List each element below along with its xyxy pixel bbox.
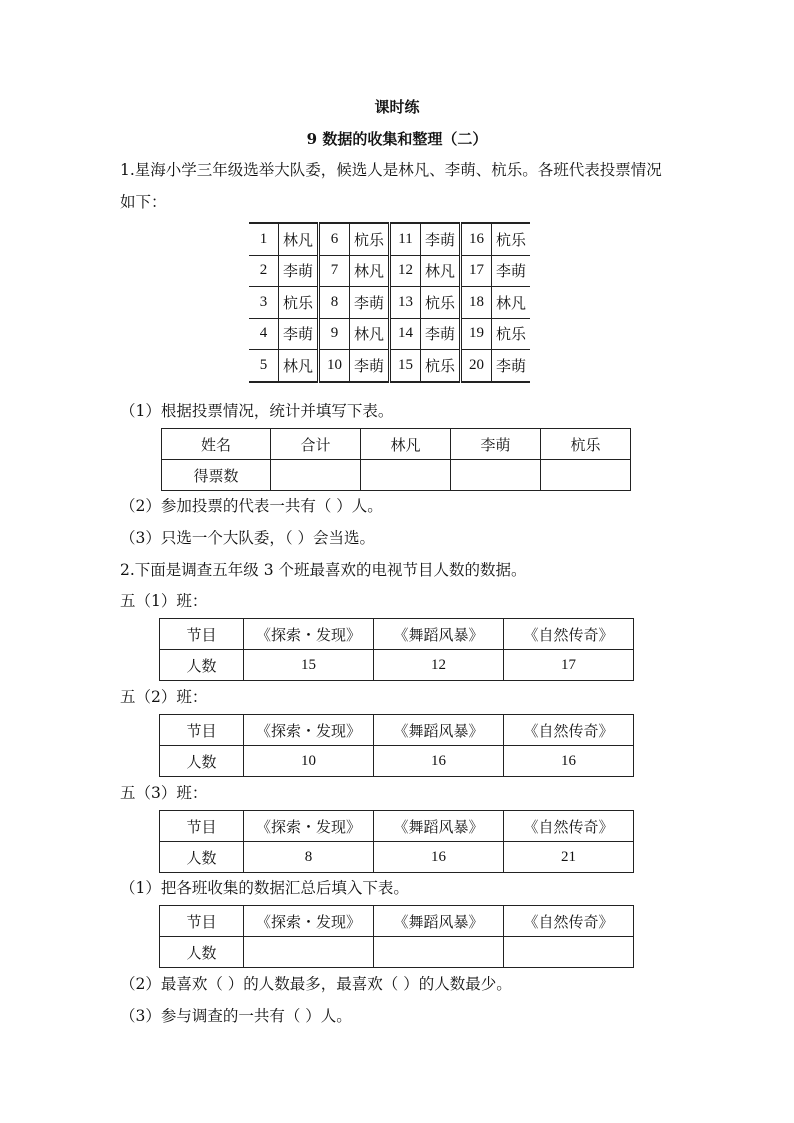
q1-intro-line1: 1.星海小学三年级选举大队委，候选人是林凡、李萌、杭乐。各班代表投票情况 bbox=[120, 161, 662, 179]
vote-candidate: 李萌 bbox=[421, 318, 461, 350]
vote-candidate: 李萌 bbox=[279, 255, 319, 287]
vote-row bbox=[249, 287, 530, 319]
program-header: 《舞蹈风暴》 bbox=[374, 715, 504, 746]
q2-sub2: （2）最喜欢（ ）的人数最多，最喜欢（ ）的人数最少。 bbox=[120, 975, 512, 993]
vote-rep-number: 17 bbox=[461, 255, 492, 287]
vote-candidate: 李萌 bbox=[492, 255, 531, 287]
program-header: 《舞蹈风暴》 bbox=[374, 811, 504, 842]
program-count: 12 bbox=[374, 650, 504, 681]
vote-rep-number: 19 bbox=[461, 318, 492, 350]
program-count: 15 bbox=[244, 650, 374, 681]
vote-rep-number: 13 bbox=[390, 287, 421, 319]
vote-candidate: 李萌 bbox=[350, 350, 390, 382]
vote-rep-number: 6 bbox=[319, 223, 350, 255]
vote-rep-number: 7 bbox=[319, 255, 350, 287]
tally-blank-cell[interactable] bbox=[451, 460, 541, 491]
summary-blank-cell[interactable] bbox=[244, 937, 374, 968]
program-header: 《探索・发现》 bbox=[244, 715, 374, 746]
vote-row bbox=[249, 223, 530, 255]
q1-sub2: （2）参加投票的代表一共有（ ）人。 bbox=[120, 497, 383, 515]
program-header: 《自然传奇》 bbox=[504, 811, 634, 842]
count-label: 人数 bbox=[160, 746, 244, 777]
vote-rep-number: 10 bbox=[319, 350, 350, 382]
tally-header: 合计 bbox=[271, 429, 361, 460]
vote-row bbox=[249, 255, 530, 287]
tally-header: 林凡 bbox=[361, 429, 451, 460]
vote-candidate: 杭乐 bbox=[279, 287, 319, 319]
vote-candidate: 杭乐 bbox=[421, 287, 461, 319]
lesson-subtitle: 9 数据的收集和整理（二） bbox=[306, 130, 488, 148]
vote-candidate: 杭乐 bbox=[421, 350, 461, 382]
program-count: 16 bbox=[504, 746, 634, 777]
vote-candidate: 李萌 bbox=[279, 318, 319, 350]
worksheet-title: 课时练 bbox=[374, 98, 420, 116]
program-count: 16 bbox=[374, 842, 504, 873]
vote-row bbox=[249, 350, 530, 382]
vote-candidate: 林凡 bbox=[279, 350, 319, 382]
tally-blank-cell[interactable] bbox=[271, 460, 361, 491]
program-header: 《自然传奇》 bbox=[504, 715, 634, 746]
count-label: 人数 bbox=[160, 842, 244, 873]
vote-rep-number: 8 bbox=[319, 287, 350, 319]
tally-blank-cell[interactable] bbox=[541, 460, 631, 491]
q2-sub3: （3）参与调查的一共有（ ）人。 bbox=[120, 1007, 352, 1025]
vote-rep-number: 3 bbox=[249, 287, 279, 319]
vote-candidate: 李萌 bbox=[350, 287, 390, 319]
tally-header: 杭乐 bbox=[541, 429, 631, 460]
vote-rep-number: 12 bbox=[390, 255, 421, 287]
class-label: 五（1）班： bbox=[120, 592, 208, 610]
summary-blank-cell[interactable] bbox=[374, 937, 504, 968]
program-header: 《自然传奇》 bbox=[504, 906, 634, 937]
program-count: 16 bbox=[374, 746, 504, 777]
class-table bbox=[159, 810, 634, 873]
vote-rep-number: 4 bbox=[249, 318, 279, 350]
program-header: 《舞蹈风暴》 bbox=[374, 619, 504, 650]
class-label: 五（3）班： bbox=[120, 784, 208, 802]
program-header: 《探索・发现》 bbox=[244, 906, 374, 937]
vote-rep-number: 15 bbox=[390, 350, 421, 382]
class-label: 五（2）班： bbox=[120, 688, 208, 706]
q1-sub3: （3）只选一个大队委，（ ）会当选。 bbox=[120, 529, 376, 547]
q1-intro-line2: 如下： bbox=[120, 193, 167, 211]
programs-label: 节目 bbox=[160, 619, 244, 650]
program-header: 《探索・发现》 bbox=[244, 811, 374, 842]
vote-candidate: 李萌 bbox=[421, 223, 461, 255]
program-count: 8 bbox=[244, 842, 374, 873]
vote-candidate: 杭乐 bbox=[492, 223, 531, 255]
tally-table bbox=[161, 428, 631, 491]
vote-record-table bbox=[249, 222, 530, 383]
vote-candidate: 林凡 bbox=[492, 287, 531, 319]
vote-candidate: 杭乐 bbox=[350, 223, 390, 255]
vote-candidate: 李萌 bbox=[492, 350, 531, 382]
q2-intro: 2.下面是调查五年级 3 个班最喜欢的电视节目人数的数据。 bbox=[120, 561, 527, 579]
count-label: 人数 bbox=[160, 937, 244, 968]
vote-rep-number: 9 bbox=[319, 318, 350, 350]
vote-rep-number: 1 bbox=[249, 223, 279, 255]
program-count: 10 bbox=[244, 746, 374, 777]
vote-rep-number: 11 bbox=[390, 223, 421, 255]
summary-table bbox=[159, 905, 634, 968]
vote-rep-number: 20 bbox=[461, 350, 492, 382]
class-table bbox=[159, 714, 634, 777]
program-count: 21 bbox=[504, 842, 634, 873]
vote-candidate: 林凡 bbox=[350, 318, 390, 350]
summary-blank-cell[interactable] bbox=[504, 937, 634, 968]
vote-rep-number: 16 bbox=[461, 223, 492, 255]
programs-label: 节目 bbox=[160, 811, 244, 842]
program-header: 《自然传奇》 bbox=[504, 619, 634, 650]
vote-candidate: 林凡 bbox=[421, 255, 461, 287]
vote-candidate: 杭乐 bbox=[492, 318, 531, 350]
programs-label: 节目 bbox=[160, 715, 244, 746]
tally-header: 李萌 bbox=[451, 429, 541, 460]
tally-row-label: 得票数 bbox=[162, 460, 271, 491]
vote-candidate: 林凡 bbox=[279, 223, 319, 255]
vote-rep-number: 18 bbox=[461, 287, 492, 319]
vote-candidate: 林凡 bbox=[350, 255, 390, 287]
vote-rep-number: 14 bbox=[390, 318, 421, 350]
vote-rep-number: 2 bbox=[249, 255, 279, 287]
tally-blank-cell[interactable] bbox=[361, 460, 451, 491]
program-header: 《舞蹈风暴》 bbox=[374, 906, 504, 937]
vote-rep-number: 5 bbox=[249, 350, 279, 382]
program-count: 17 bbox=[504, 650, 634, 681]
class-table bbox=[159, 618, 634, 681]
programs-label: 节目 bbox=[160, 906, 244, 937]
count-label: 人数 bbox=[160, 650, 244, 681]
vote-row bbox=[249, 318, 530, 350]
program-header: 《探索・发现》 bbox=[244, 619, 374, 650]
q2-sub1: （1）把各班收集的数据汇总后填入下表。 bbox=[120, 879, 409, 897]
q1-sub1: （1）根据投票情况，统计并填写下表。 bbox=[120, 402, 394, 420]
tally-header: 姓名 bbox=[162, 429, 271, 460]
